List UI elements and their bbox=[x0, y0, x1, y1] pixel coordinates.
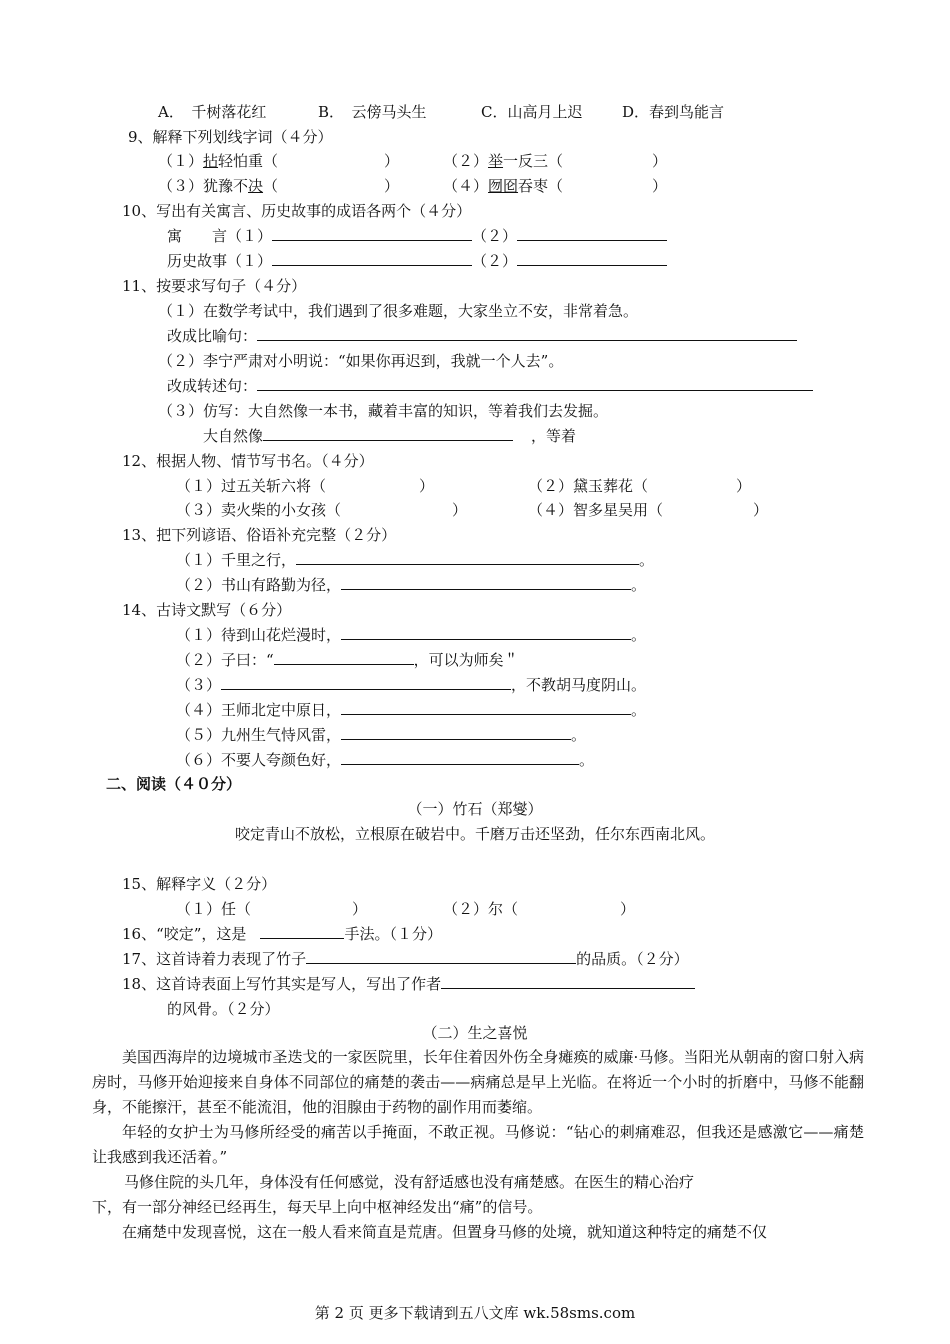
q9-item-1: （１）拈轻怕重（ bbox=[158, 152, 279, 170]
answer-blank[interactable] bbox=[441, 974, 695, 989]
answer-blank[interactable] bbox=[517, 226, 667, 241]
q11-prompt-1: 改成比喻句： bbox=[167, 326, 797, 346]
answer-blank[interactable] bbox=[257, 326, 797, 341]
q12-item-3: （３）卖火柴的小女孩（ bbox=[176, 501, 342, 519]
q15-item-1: （１）任（ bbox=[176, 900, 252, 918]
q11-sentence-2: （２）李宁严肃对小明说：“如果你再迟到，我就一个人去”。 bbox=[158, 352, 564, 370]
answer-blank[interactable] bbox=[306, 949, 576, 964]
q11-title: 11、按要求写句子（４分） bbox=[122, 277, 307, 295]
passage-paragraph-1: 美国西海岸的边境城市圣迭戈的一家医院里，长年住着因外伤全身瘫痪的威廉·马修。当阳光从朝南的窗口射入病房时，马修开始迎接来自身体不同部位的痛楚的袭击——病痛总是早上光临。在将近一个小时的折磨中，马修不能翻身，不能擦汗，甚至不能流泪，他的泪腺由于药物的副作用而萎缩。 bbox=[92, 1048, 864, 1116]
q9-item-2-close: ） bbox=[652, 152, 668, 170]
answer-blank[interactable] bbox=[274, 650, 414, 665]
answer-blank[interactable] bbox=[272, 251, 472, 266]
q14-title: 14、古诗文默写（６分） bbox=[122, 601, 292, 619]
q12-item-3-close: ） bbox=[452, 501, 468, 519]
q13-item-1: （１）千里之行， 。 bbox=[176, 551, 655, 569]
q13-item-2: （２）书山有路勤为径， 。 bbox=[176, 576, 647, 594]
q8-option-d: D．春到鸟能言 bbox=[622, 103, 725, 121]
passage-paragraph-3b: 下，有一部分神经已经再生，每天早上向中枢神经发出“痛”的信号。 bbox=[92, 1198, 543, 1216]
q17: 17、这首诗着力表现了竹子 的品质。（２分） bbox=[122, 950, 689, 968]
q12-item-4-close: ） bbox=[753, 501, 769, 519]
answer-blank[interactable] bbox=[517, 251, 667, 266]
section-heading: 二、阅读（４０分） bbox=[106, 775, 242, 793]
q12-title: 12、根据人物、情节写书名。（４分） bbox=[122, 452, 374, 470]
q14-item-4: （４）王师北定中原日， 。 bbox=[176, 701, 647, 719]
q11-sentence-1: （１）在数学考试中，我们遇到了很多难题，大家坐立不安，非常着急。 bbox=[158, 302, 639, 320]
q15-item-2: （２）尔（ bbox=[443, 900, 519, 918]
passage-paragraph-2: 年轻的女护士为马修所经受的痛苦以手掩面，不敢正视。马修说：“钻心的刺痛难忍，但我还是感激它——痛楚让我感到我还活着。” bbox=[92, 1123, 864, 1166]
q9-item-3: （３）犹豫不决（ bbox=[158, 177, 279, 195]
q18-line2: 的风骨。（２分） bbox=[167, 1000, 280, 1018]
answer-blank[interactable] bbox=[341, 625, 631, 640]
q14-item-3: （３） ，不教胡马度阴山。 bbox=[176, 676, 647, 694]
q15-title: 15、解释字义（２分） bbox=[122, 875, 277, 893]
answer-blank[interactable] bbox=[221, 675, 511, 690]
q14-item-5: （５）九州生气恃风雷， 。 bbox=[176, 726, 587, 744]
answer-blank[interactable] bbox=[257, 376, 813, 391]
q10-title: 10、写出有关寓言、历史故事的成语各两个（４分） bbox=[122, 202, 472, 220]
answer-blank[interactable] bbox=[341, 575, 631, 590]
q11-sentence-3: （３）仿写：大自然像一本书，藏着丰富的知识，等着我们去发掘。 bbox=[158, 402, 609, 420]
q11-prompt-2: 改成转述句： bbox=[167, 376, 813, 396]
q11-prompt-3: 大自然像 ，等着 bbox=[203, 427, 577, 445]
q8-option-a: A． 千树落花红 bbox=[158, 103, 267, 121]
q15-item-1-close: ） bbox=[352, 900, 368, 918]
q10-row-history: 历史故事（１） （２） bbox=[167, 251, 667, 271]
q9-item-3-close: ） bbox=[384, 177, 400, 195]
q18: 18、这首诗表面上写竹其实是写人，写出了作者 bbox=[122, 974, 695, 994]
q14-item-6: （６）不要人夸颜色好， 。 bbox=[176, 751, 595, 769]
answer-blank[interactable] bbox=[260, 924, 344, 939]
q9-item-4-close: ） bbox=[652, 177, 668, 195]
answer-blank[interactable] bbox=[341, 725, 571, 740]
answer-blank[interactable] bbox=[263, 426, 513, 441]
answer-blank[interactable] bbox=[341, 750, 579, 765]
q8-option-c: C．山高月上迟 bbox=[481, 103, 583, 121]
q15-item-2-close: ） bbox=[620, 900, 636, 918]
poem-title: （一）竹石（郑燮） bbox=[407, 800, 543, 818]
q16: 16、“咬定”，这是 手法。（１分） bbox=[122, 925, 442, 943]
answer-blank[interactable] bbox=[296, 550, 639, 565]
q9-item-1-close: ） bbox=[384, 152, 400, 170]
q12-item-1: （１）过五关斩六将（ bbox=[176, 477, 327, 495]
q12-item-1-close: ） bbox=[419, 477, 435, 495]
q9-item-4: （４）囫囵吞枣（ bbox=[443, 177, 564, 195]
q8-option-b: B． 云傍马头生 bbox=[318, 103, 427, 121]
q9-title: 9、解释下列划线字词（４分） bbox=[128, 128, 333, 146]
q14-item-2: （２）子曰：“ ，可以为师矣＂ bbox=[176, 651, 519, 669]
answer-blank[interactable] bbox=[341, 700, 631, 715]
answer-blank[interactable] bbox=[272, 226, 472, 241]
q10-row-fable: 寓 言（１） （２） bbox=[167, 226, 667, 246]
page-footer: 第 2 页 更多下载请到五八文库 wk.58sms.com bbox=[314, 1304, 636, 1322]
q13-title: 13、把下列谚语、俗语补充完整（２分） bbox=[122, 526, 397, 544]
q12-item-4: （４）智多星吴用（ bbox=[528, 501, 664, 519]
passage-paragraph-3a: 马修住院的头几年，身体没有任何感觉，没有舒适感也没有痛楚感。在医生的精心治疗 bbox=[124, 1173, 695, 1191]
q9-item-2: （２）举一反三（ bbox=[443, 152, 564, 170]
q12-item-2: （２）黛玉葬花（ bbox=[528, 477, 649, 495]
passage-title: （二）生之喜悦 bbox=[422, 1024, 528, 1042]
passage-paragraph-4: 在痛楚中发现喜悦，这在一般人看来简直是荒唐。但置身马修的处境，就知道这种特定的痛楚不仅 bbox=[122, 1223, 768, 1241]
q12-item-2-close: ） bbox=[736, 477, 752, 495]
poem-text: 咬定青山不放松，立根原在破岩中。千磨万击还坚劲，任尔东西南北风。 bbox=[234, 825, 715, 843]
q14-item-1: （１）待到山花烂漫时， 。 bbox=[176, 626, 647, 644]
